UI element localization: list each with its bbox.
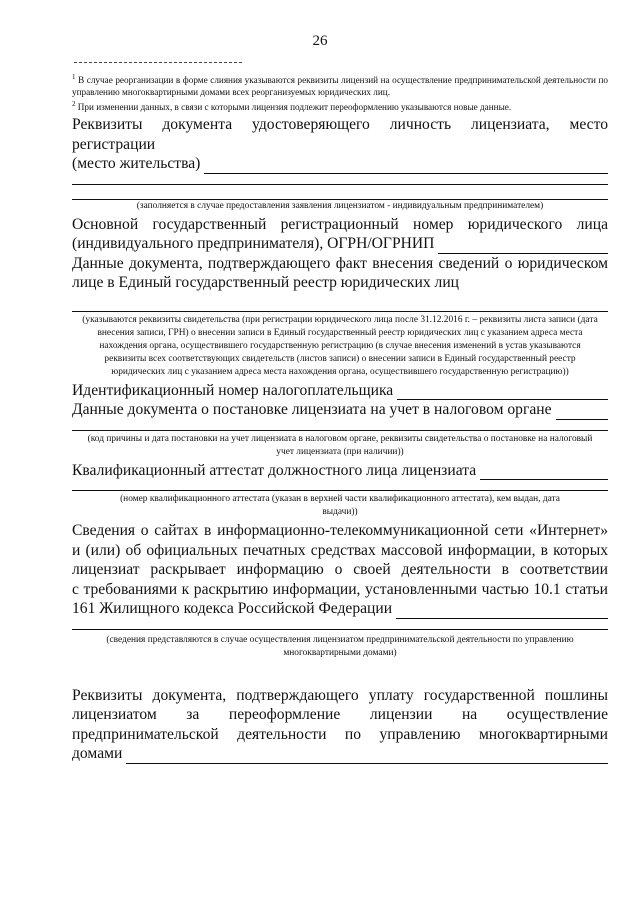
tax-label: Данные документа о постановке лицензиата на учет в налоговом органе xyxy=(72,401,552,419)
footnote-1-text: В случае реорганизации в форме слияния указываются реквизиты лицензий на осуществление предпринимательской деятельности по управлению многоквартирными домами всех реорганизуемых юридических лиц. xyxy=(72,75,609,98)
websites-line-4: с требованиями к раскрытию информации, установленными частью 10.1 статьи xyxy=(72,580,608,598)
duty-field[interactable] xyxy=(126,748,608,764)
footnote-2-mark: 2 xyxy=(72,100,76,109)
footnote-1-mark: 1 xyxy=(72,73,76,81)
duty-line-2: лицензиатом за переоформление лицензии на осуществление xyxy=(72,706,608,724)
page-number: 26 xyxy=(312,33,328,49)
ogrn-field[interactable] xyxy=(438,238,608,254)
duty-line-3: предпринимательской деятельности по управлению многоквартирными xyxy=(72,725,608,743)
footnote-separator xyxy=(74,62,242,63)
websites-row xyxy=(72,599,608,619)
qualification-note: (номер квалификационного аттестата (указан в верхней части квалификационного аттестата), кем выдан, дата выдачи)) xyxy=(120,494,560,518)
footnote-2-text: При изменении данных, в связи с которыми лицензия подлежит переоформлению указываются новые данные. xyxy=(77,102,512,113)
tax-note: (код причины и дата постановки на учет лицензиата в налоговом органе, реквизиты свидетельства о постановке на налоговый учет лицензиата (при наличии)) xyxy=(87,433,593,457)
duty-line-4: домами xyxy=(72,745,123,763)
qualification-label: Квалификационный аттестат должностного лица лицензиата xyxy=(72,461,477,479)
websites-line-1: Сведения о сайтах в информационно-телекоммуникационной сети «Интернет» xyxy=(72,522,608,540)
tax-field[interactable] xyxy=(556,404,608,420)
footnote-1 xyxy=(72,71,608,98)
duty-row xyxy=(72,744,608,764)
identity-field[interactable] xyxy=(204,158,608,174)
identity-row xyxy=(72,154,608,174)
registry-line-2: лице в Единый государственный реестр юридических лиц xyxy=(72,274,460,292)
websites-note: (сведения представляются в случае осуществления лицензиатом предпринимательской деятельности по управлению многоквартирными домами) xyxy=(106,634,574,658)
ogrn-line-2: (индивидуального предпринимателя), ОГРН/ОГРНИП xyxy=(72,235,435,253)
footnote-2 xyxy=(72,98,608,113)
registry-note: (указываются реквизиты свидетельства (при регистрации юридического лица после 31.12.2016 г. – реквизиты листа записи (дата внесения записи, ГРН) о внесении записи в Единый государственный реестр юридических лиц с указанием адреса места нахождения органа, осуществившего государственную регистрацию (в случае внесения изменений в устав указываются реквизиты всех соответствующих свидетельств (листов записи) о внесении записи в Единый государственный реестр юридических лиц с указанием адреса места нахождения органа, осуществившего государственную регистрацию)) xyxy=(82,314,598,377)
websites-field[interactable] xyxy=(396,603,608,619)
ogrn-row xyxy=(72,234,608,254)
inn-field[interactable] xyxy=(397,384,608,400)
websites-line-3: лицензиат раскрывает информацию о своей деятельности в соответствии xyxy=(72,561,608,579)
identity-line-2: (место жительства) xyxy=(72,155,201,173)
identity-line-1: Реквизиты документа удостоверяющего личность лицензиата, место регистрации xyxy=(72,116,608,153)
identity-note: (заполняется в случае предоставления заявления лицензиатом - индивидуальным предпринимателем) xyxy=(136,200,544,211)
duty-line-1: Реквизиты документа, подтверждающего уплату государственной пошлины xyxy=(72,686,608,704)
form-content xyxy=(72,62,608,764)
ogrn-line-1: Основной государственный регистрационный номер юридического лица xyxy=(72,215,608,233)
websites-line-2: и (или) об официальных печатных средствах массовой информации, в которых xyxy=(72,541,608,559)
qualification-field[interactable] xyxy=(480,464,608,480)
websites-line-5: 161 Жилищного кодекса Российской Федерации xyxy=(72,600,393,618)
tax-row xyxy=(72,400,608,420)
inn-row xyxy=(72,381,608,401)
registry-line-1: Данные документа, подтверждающего факт внесения сведений о юридическом xyxy=(72,254,608,272)
inn-label: Идентификационный номер налогоплательщика xyxy=(72,381,394,399)
qualification-row xyxy=(72,461,608,481)
